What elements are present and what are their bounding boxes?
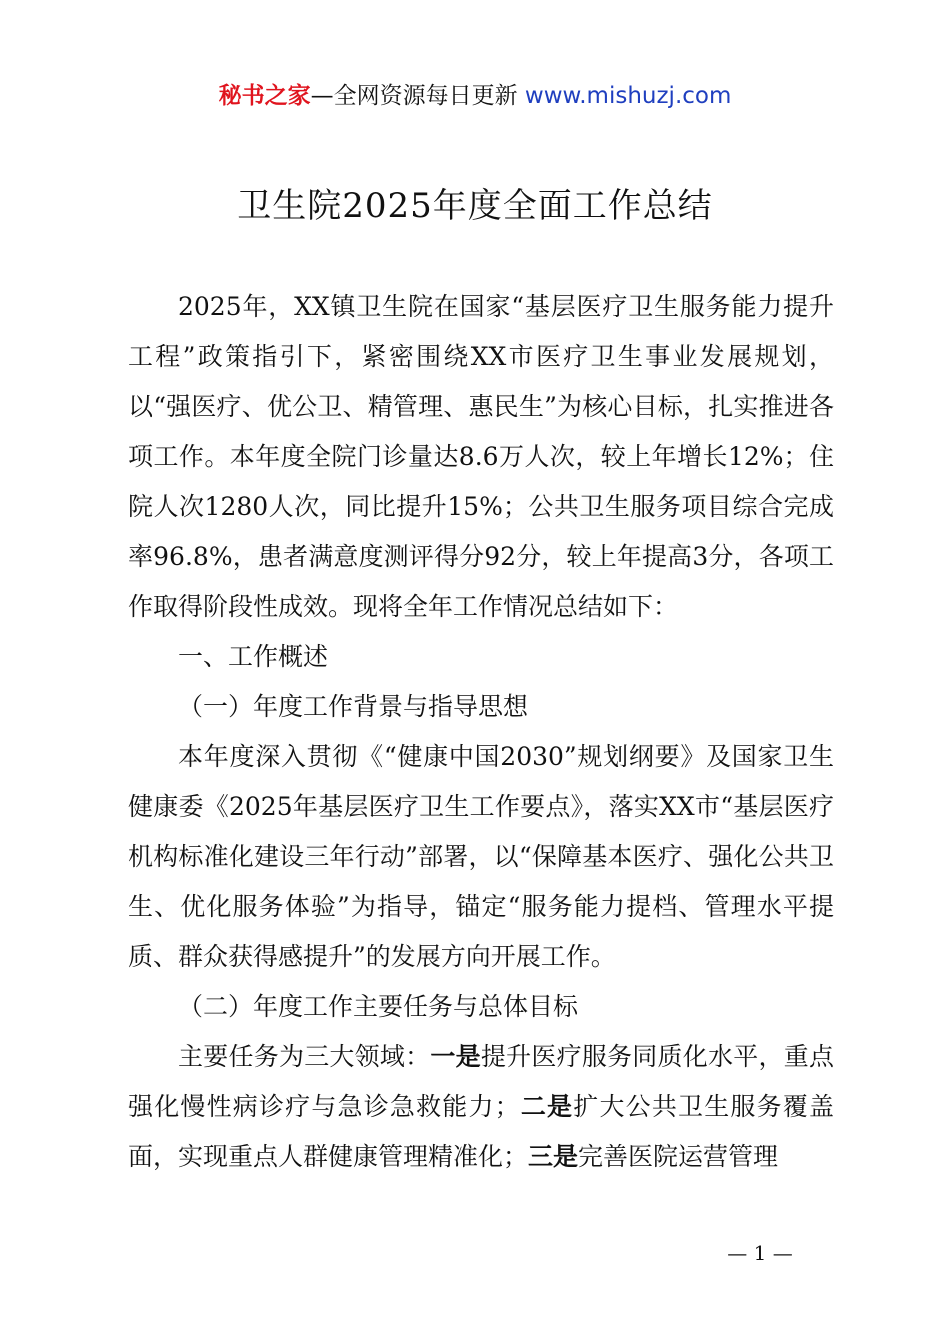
intro-paragraph: 2025年，XX镇卫生院在国家“基层医疗卫生服务能力提升工程”政策指引下，紧密围绕XX市医疗卫生事业发展规划，以“强医疗、优公卫、精管理、惠民生”为核心目标，扎实推进各项工作。本年度全院门诊量达8.6万人次，较上年增长12%；住院人次1280人次，同比提升15%；公共卫生服务项目综合完成率96.8%，患者满意度测评得分92分，较上年提高3分，各项工作取得阶段性成效。现将全年工作情况总结如下：	[128, 292, 834, 621]
page-number: — 1 —	[727, 1241, 793, 1265]
tasks-paragraph	[128, 1032, 834, 1182]
task-label-one: 一是	[430, 1042, 481, 1071]
task-text-two: 扩大公共卫生服务覆盖面，实现重点人群健康管理精准化；	[128, 1092, 834, 1171]
site-brand: 秘书之家	[218, 83, 311, 109]
background-paragraph: 本年度深入贯彻《“健康中国2030”规划纲要》及国家卫生健康委《2025年基层医疗卫生工作要点》，落实XX市“基层医疗机构标准化建设三年行动”部署，以“保障基本医疗、强化公共卫生、优化服务体验”为指导，锚定“服务能力提档、管理水平提质、群众获得感提升”的发展方向开展工作。	[128, 742, 834, 971]
task-label-two: 二是	[519, 1092, 574, 1121]
subsection-heading: （二）年度工作主要任务与总体目标	[178, 992, 579, 1021]
task-text-one: 提升医疗服务同质化水平，重点强化慢性病诊疗与急诊急救能力；	[128, 1042, 834, 1121]
site-url-link[interactable]: www.mishuzj.com	[524, 83, 732, 109]
tasks-lead: 主要任务为三大领域：	[178, 1042, 431, 1071]
site-header	[0, 80, 950, 112]
document-body	[128, 282, 834, 1182]
document-title: 卫生院2025年度全面工作总结	[237, 186, 713, 226]
section-heading: 一、工作概述	[178, 642, 329, 671]
task-label-three: 三是	[528, 1142, 579, 1171]
subsection-heading: （一）年度工作背景与指导思想	[178, 692, 529, 721]
site-tagline: —全网资源每日更新	[310, 83, 518, 109]
task-text-three: 完善医院运营管理	[578, 1142, 779, 1171]
